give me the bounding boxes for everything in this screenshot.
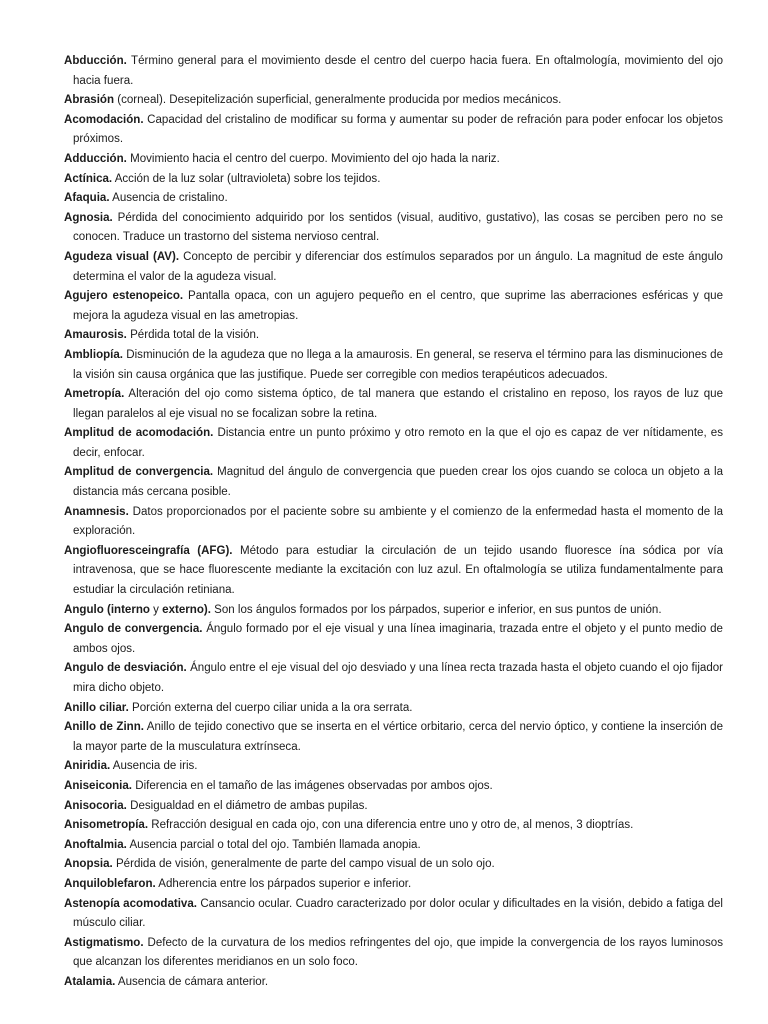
glossary-definition: Anillo de tejido conectivo que se inserta en el vértice orbitario, cerca del nervio óptico, y contiene la inserción de la mayor parte de la musculatura extrínseca. [73, 721, 723, 753]
glossary-term: Angiofluoresceingrafía (AFG). [64, 544, 233, 557]
glossary-term: Agnosia. [64, 211, 113, 224]
glossary-definition: Adherencia entre los párpados superior e inferior. [155, 877, 412, 890]
glossary-definition: Magnitud del ángulo de convergencia que pueden crear los ojos cuando se coloca un objeto a la distancia más cercana posible. [73, 466, 723, 499]
glossary-definition: Ángulo formado por el eje visual y una línea imaginaria, trazada entre el objeto y el punto medio de ambos ojos. [73, 623, 723, 655]
glossary-term: Aniseiconia. [64, 779, 133, 792]
glossary-definition: Distancia entre un punto próximo y otro remoto en la que el ojo es capaz de ver nítidamente, es decir, enfocar. [73, 427, 723, 459]
glossary-definition: Acción de la luz solar (ultravioleta) sobre los tejidos. [112, 172, 381, 185]
glossary-definition: Ausencia de iris. [110, 760, 198, 773]
glossary-definition: Defecto de la curvatura de los medios refringentes del ojo, que impide la convergencia de los rayos luminosos que alcanzan los diferentes meridianos en un solo foco. [73, 936, 723, 969]
glossary-definition: Ausencia de cámara anterior. [115, 975, 269, 988]
glossary-term: Astigmatismo. [64, 936, 144, 949]
glossary-term: Actínica. [64, 172, 113, 185]
glossary-definition: Pantalla opaca, con un agujero pequeño en el centro, que suprime las aberraciones esféricas y que mejora la agudeza visual en las ametropias. [73, 290, 723, 322]
glossary-entry [64, 757, 723, 777]
glossary-definition: Ausencia de cristalino. [109, 192, 228, 205]
glossary-entry [64, 934, 723, 973]
glossary-entry [64, 836, 723, 856]
glossary-term: Ambliopía. [64, 348, 124, 361]
glossary-term: Anquiloblefaron. [64, 877, 156, 890]
glossary-definition: Son los ángulos formados por los párpados, superior e inferior, en sus puntos de unión. [210, 603, 662, 616]
glossary-entry [64, 973, 723, 993]
glossary-definition: Pérdida total de la visión. [126, 329, 260, 342]
glossary-entry [64, 875, 723, 895]
glossary-term: Anoftalmia. [64, 838, 127, 851]
glossary-definition: Pérdida del conocimiento adquirido por los sentidos (visual, auditivo, gustativo), las cosas se perciben pero no se conocen. Traduce un trastorno del sistema nervioso central. [73, 211, 723, 244]
glossary-entry [64, 542, 723, 601]
glossary-definition: Diferencia en el tamaño de las imágenes observadas por ambos ojos. [132, 779, 493, 792]
glossary-term: Agudeza visual (AV). [64, 250, 180, 263]
glossary-term: Angulo de convergencia. [64, 623, 203, 636]
glossary-definition: Ángulo entre el eje visual del ojo desviado y una línea recta trazada hasta el objeto cuando el ojo fijador mira dicho objeto. [73, 662, 724, 694]
glossary-entry [64, 797, 723, 817]
glossary-entry [64, 777, 723, 797]
glossary-definition: Desigualdad en el diámetro de ambas pupilas. [126, 799, 368, 812]
glossary-entry [64, 209, 723, 248]
glossary-entry [64, 91, 723, 111]
glossary-entry [64, 503, 723, 542]
glossary-definition: Refracción desigual en cada ojo, con una diferencia entre uno y otro de, al menos, 3 dioptrías. [148, 819, 634, 832]
glossary-definition: Término general para el movimiento desde el centro del cuerpo hacia fuera. En oftalmología, movimiento del ojo hacia fuera. [73, 55, 723, 87]
glossary-definition: Pérdida de visión, generalmente de parte del campo visual de un solo ojo. [112, 858, 495, 871]
glossary-entry [64, 170, 723, 190]
glossary-term: Atalamia. [64, 975, 116, 988]
glossary-entry [64, 326, 723, 346]
glossary-definition: Concepto de percibir y diferenciar dos estímulos separados por un ángulo. La magnitud de este ángulo determina el valor de la agudeza visual. [73, 250, 723, 283]
glossary-definition: y [149, 603, 163, 616]
glossary-term: Angulo de desviación. [64, 662, 187, 675]
glossary-page [64, 52, 723, 993]
glossary-term: Ametropía. [64, 388, 125, 401]
glossary-entry [64, 855, 723, 875]
glossary-definition: Datos proporcionados por el paciente sobre su ambiente y el comienzo de la enfermedad hasta el momento de la exploración. [73, 505, 723, 538]
glossary-term: Amaurosis. [64, 329, 127, 342]
glossary-entry [64, 150, 723, 170]
glossary-entry [64, 620, 723, 659]
glossary-term: Anisometropía. [64, 819, 149, 832]
glossary-term: Anillo ciliar. [64, 701, 129, 714]
glossary-definition: Alteración del ojo como sistema óptico, de tal manera que estando el cristalino en reposo, los rayos de luz que llegan paralelos al eje visual no se focalizan sobre la retina. [73, 388, 723, 420]
glossary-entry [64, 248, 723, 287]
glossary-term: externo). [162, 603, 211, 616]
glossary-term: Anamnesis. [64, 505, 129, 518]
glossary-term: Amplitud de acomodación. [64, 427, 214, 440]
glossary-term: Anisocoria. [64, 799, 127, 812]
glossary-entry [64, 718, 723, 757]
glossary-term: Adducción. [64, 152, 127, 165]
glossary-entry [64, 52, 723, 91]
glossary-entry [64, 463, 723, 502]
glossary-entry [64, 424, 723, 463]
glossary-definition: Método para estudiar la circulación de un tejido usando fluoresce ína sódica por vía intravenosa, que se hace fluorescente mediante la excitación con luz azul. En oftalmología se utiliza fundamentalmente para estudiar la circulación retiniana. [73, 544, 724, 597]
glossary-entry [64, 895, 723, 934]
glossary-definition: Porción externa del cuerpo ciliar unida a la ora serrata. [128, 701, 413, 714]
glossary-definition: Movimiento hacia el centro del cuerpo. Movimiento del ojo hada la nariz. [126, 152, 500, 165]
glossary-term: Anillo de Zinn. [64, 721, 144, 734]
glossary-term: Angulo (interno [64, 603, 150, 616]
glossary-term: Aniridia. [64, 760, 111, 773]
glossary-entry [64, 346, 723, 385]
glossary-entry [64, 601, 723, 621]
glossary-definition: (corneal). Desepitelización superficial, generalmente producida por medios mecánicos. [114, 94, 562, 107]
glossary-term: Agujero estenopeico. [64, 290, 184, 303]
glossary-term: Astenopía acomodativa. [64, 897, 197, 910]
glossary-term: Abrasión [64, 94, 115, 107]
glossary-term: Afaquia. [64, 192, 110, 205]
glossary-term: Acomodación. [64, 113, 144, 126]
glossary-term: Abducción. [64, 55, 127, 67]
glossary-entry [64, 189, 723, 209]
glossary-definition: Capacidad del cristalino de modificar su forma y aumentar su poder de refración para poder enfocar los objetos próximos. [73, 113, 723, 146]
glossary-entry [64, 385, 723, 424]
glossary-term: Amplitud de convergencia. [64, 466, 214, 479]
glossary-definition: Disminución de la agudeza que no llega a la amaurosis. En general, se reserva el término para las disminuciones de la visión sin causa orgánica que las justifique. Puede ser corregible con medios terapéuticos adecuados. [73, 348, 723, 381]
glossary-entry [64, 699, 723, 719]
glossary-definition: Ausencia parcial o total del ojo. También llamada anopia. [126, 838, 421, 851]
glossary-entry [64, 287, 723, 326]
glossary-term: Anopsia. [64, 858, 113, 871]
glossary-entry [64, 111, 723, 150]
glossary-definition: Cansancio ocular. Cuadro caracterizado por dolor ocular y dificultades en la visión, debido a fatiga del músculo ciliar. [73, 897, 723, 930]
glossary-entry [64, 816, 723, 836]
glossary-entry [64, 659, 723, 698]
